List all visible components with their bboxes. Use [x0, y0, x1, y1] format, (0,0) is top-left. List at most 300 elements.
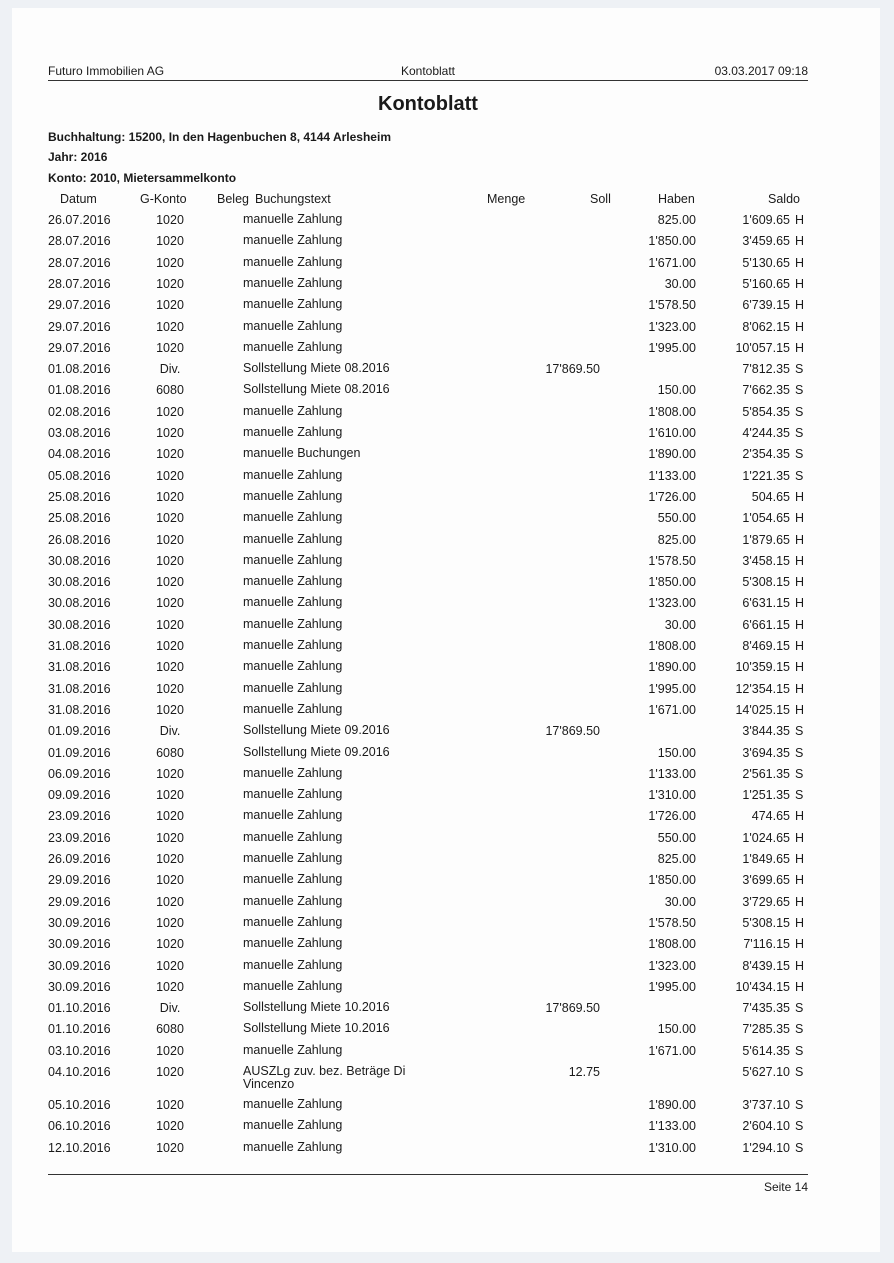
cell-buchungstext: manuelle Zahlung: [243, 574, 343, 589]
cell-soll-haben-flag: S: [795, 468, 804, 483]
cell-gkonto: 1020: [156, 681, 184, 696]
cell-saldo: 5'308.15: [742, 915, 790, 930]
cell-haben: 1'995.00: [648, 340, 696, 355]
cell-saldo: 6'739.15: [742, 298, 790, 313]
cell-saldo: 1'609.65: [742, 213, 790, 227]
cell-gkonto: 1020: [156, 702, 184, 717]
table-row: [0, 959, 894, 980]
table-row: [0, 873, 894, 894]
cell-gkonto: 6080: [156, 383, 184, 398]
cell-saldo: 474.65: [751, 809, 790, 824]
table-row: [0, 703, 894, 724]
cell-haben: 1'578.50: [648, 553, 696, 568]
cell-soll-haben-flag: H: [795, 873, 805, 888]
cell-buchungstext: manuelle Zahlung: [243, 233, 343, 248]
cell-buchungstext: manuelle Zahlung: [243, 616, 343, 631]
cell-gkonto: 1020: [156, 447, 184, 462]
table-row: [0, 213, 894, 234]
cell-soll-haben-flag: S: [795, 1119, 804, 1134]
cell-soll-haben-flag: S: [795, 766, 804, 781]
cell-datum: 05.08.2016: [48, 468, 111, 483]
page-title: Kontoblatt: [378, 93, 478, 115]
cell-soll-haben-flag: H: [795, 852, 805, 866]
cell-saldo: 5'614.35: [742, 1043, 790, 1058]
cell-gkonto: 1020: [156, 979, 184, 994]
cell-saldo: 3'694.35: [742, 745, 790, 760]
cell-datum: 09.09.2016: [48, 788, 111, 803]
table-row: [0, 916, 894, 937]
table-row: [0, 447, 894, 468]
cell-soll-haben-flag: S: [795, 1065, 804, 1079]
cell-gkonto: Div.: [159, 362, 181, 377]
table-row: [0, 490, 894, 511]
cell-soll: 17'869.50: [545, 1001, 600, 1016]
cell-datum: 03.08.2016: [48, 426, 111, 440]
cell-gkonto: 1020: [156, 255, 184, 270]
cell-datum: 30.09.2016: [48, 958, 111, 973]
cell-buchungstext: manuelle Zahlung: [243, 872, 343, 887]
table-row: [0, 724, 894, 745]
cell-soll-haben-flag: H: [795, 234, 805, 249]
cell-datum: 02.08.2016: [48, 404, 111, 419]
cell-gkonto: 1020: [156, 1043, 184, 1058]
cell-saldo: 7'662.35: [742, 383, 790, 398]
cell-soll-haben-flag: H: [795, 937, 805, 952]
cell-datum: 30.08.2016: [48, 596, 111, 611]
cell-soll-haben-flag: H: [795, 511, 805, 526]
cell-haben: 550.00: [657, 511, 696, 526]
cell-buchungstext: Sollstellung Miete 08.2016: [243, 361, 390, 376]
cell-gkonto: 1020: [156, 575, 184, 590]
cell-saldo: 2'561.35: [742, 766, 790, 781]
cell-datum: 28.07.2016: [48, 255, 111, 270]
cell-datum: 30.09.2016: [48, 937, 111, 952]
cell-soll-haben-flag: H: [795, 255, 805, 270]
table-row: [0, 1141, 894, 1162]
cell-soll-haben-flag: S: [795, 745, 804, 760]
cell-buchungstext: manuelle Zahlung: [243, 808, 343, 823]
cell-haben: 30.00: [664, 276, 696, 291]
cell-buchungstext: manuelle Zahlung: [243, 638, 343, 652]
table-row: [0, 533, 894, 554]
cell-saldo: 3'737.10: [742, 1098, 790, 1112]
cell-buchungstext: manuelle Zahlung: [243, 1139, 343, 1154]
cell-buchungstext: manuelle Zahlung: [243, 680, 343, 695]
cell-datum: 31.08.2016: [48, 639, 111, 653]
cell-gkonto: 1020: [156, 596, 184, 611]
cell-buchungstext: manuelle Zahlung: [243, 1042, 343, 1057]
cell-haben: 1'850.00: [648, 873, 696, 888]
table-row: [0, 660, 894, 681]
cell-soll-haben-flag: H: [795, 958, 805, 973]
cell-gkonto: 1020: [156, 511, 184, 526]
cell-saldo: 1'251.35: [742, 788, 790, 803]
cell-haben: 1'323.00: [648, 596, 696, 611]
cell-gkonto: 1020: [156, 468, 184, 483]
cell-buchungstext: Sollstellung Miete 08.2016: [243, 382, 390, 397]
cell-datum: 01.10.2016: [48, 1001, 111, 1016]
table-row: [0, 256, 894, 277]
table-row: [0, 277, 894, 298]
cell-saldo: 8'062.15: [742, 319, 790, 334]
table-row: [0, 852, 894, 873]
cell-gkonto: 1020: [156, 894, 184, 909]
cell-soll-haben-flag: H: [795, 319, 805, 334]
cell-datum: 30.08.2016: [48, 553, 111, 568]
table-row: [0, 469, 894, 490]
cell-buchungstext: manuelle Zahlung: [243, 1118, 343, 1133]
cell-soll-haben-flag: H: [795, 298, 805, 313]
cell-haben: 1'890.00: [648, 1098, 696, 1112]
cell-gkonto: 1020: [156, 213, 184, 227]
cell-haben: 1'578.50: [648, 915, 696, 930]
cell-buchungstext: Sollstellung Miete 10.2016: [243, 1000, 390, 1015]
cell-saldo: 504.65: [751, 489, 790, 504]
cell-gkonto: 1020: [156, 958, 184, 973]
cell-haben: 1'133.00: [648, 766, 696, 781]
cell-gkonto: 1020: [156, 489, 184, 504]
cell-soll-haben-flag: S: [795, 1001, 804, 1016]
cell-buchungstext: manuelle Zahlung: [243, 829, 343, 844]
cell-saldo: 7'285.35: [742, 1022, 790, 1037]
cell-buchungstext: manuelle Zahlung: [243, 1097, 343, 1111]
cell-haben: 1'610.00: [648, 426, 696, 440]
cell-haben: 1'323.00: [648, 319, 696, 334]
cell-datum: 01.10.2016: [48, 1022, 111, 1037]
table-row: [0, 767, 894, 788]
cell-buchungstext: manuelle Zahlung: [243, 425, 343, 439]
cell-haben: 1'671.00: [648, 1043, 696, 1058]
cell-buchungstext: manuelle Zahlung: [243, 275, 343, 290]
cell-soll-haben-flag: S: [795, 1043, 804, 1058]
cell-haben: 1'578.50: [648, 298, 696, 313]
cell-buchungstext: manuelle Zahlung: [243, 787, 343, 802]
cell-saldo: 8'469.15: [742, 639, 790, 653]
cell-saldo: 1'024.65: [742, 830, 790, 845]
cell-datum: 31.08.2016: [48, 702, 111, 717]
cell-gkonto: 1020: [156, 788, 184, 803]
cell-soll-haben-flag: H: [795, 213, 805, 227]
cell-buchungstext: manuelle Zahlung: [243, 957, 343, 972]
cell-saldo: 10'057.15: [735, 340, 790, 355]
table-row: [0, 937, 894, 958]
cell-datum: 30.08.2016: [48, 575, 111, 590]
cell-haben: 1'995.00: [648, 681, 696, 696]
cell-haben: 1'808.00: [648, 404, 696, 419]
table-row: [0, 809, 894, 830]
cell-buchungstext: manuelle Zahlung: [243, 318, 343, 333]
cell-gkonto: 1020: [156, 830, 184, 845]
cell-gkonto: 1020: [156, 1140, 184, 1155]
cell-saldo: 3'844.35: [742, 724, 790, 739]
cell-saldo: 5'854.35: [742, 404, 790, 419]
cell-saldo: 2'604.10: [742, 1119, 790, 1134]
column-header-soll: Soll: [590, 192, 611, 206]
footer-divider: [48, 1174, 808, 1175]
cell-buchungstext: manuelle Zahlung: [243, 254, 343, 269]
cell-haben: 150.00: [657, 1022, 696, 1037]
cell-gkonto: 1020: [156, 809, 184, 824]
cell-soll-haben-flag: H: [795, 660, 805, 675]
cell-haben: 30.00: [664, 894, 696, 909]
cell-soll-haben-flag: S: [795, 1140, 804, 1155]
cell-datum: 26.07.2016: [48, 213, 111, 227]
cell-datum: 23.09.2016: [48, 809, 111, 824]
cell-buchungstext: manuelle Zahlung: [243, 765, 343, 780]
cell-saldo: 3'699.65: [742, 873, 790, 888]
cell-gkonto: 1020: [156, 1098, 184, 1112]
table-row: [0, 298, 894, 319]
cell-buchungstext: manuelle Zahlung: [243, 467, 343, 482]
table-row: [0, 1119, 894, 1140]
cell-buchungstext: Sollstellung Miete 10.2016: [243, 1021, 390, 1036]
table-row: [0, 596, 894, 617]
cell-saldo: 3'729.65: [742, 894, 790, 909]
column-header-gkonto: G-Konto: [140, 192, 187, 206]
cell-datum: 01.08.2016: [48, 362, 111, 377]
cell-haben: 1'133.00: [648, 1119, 696, 1134]
cell-gkonto: 1020: [156, 319, 184, 334]
table-row: [0, 362, 894, 383]
cell-haben: 1'808.00: [648, 937, 696, 952]
cell-saldo: 5'130.65: [742, 255, 790, 270]
cell-datum: 01.08.2016: [48, 383, 111, 398]
column-header-haben: Haben: [658, 192, 695, 206]
cell-saldo: 4'244.35: [742, 426, 790, 440]
cell-datum: 26.08.2016: [48, 532, 111, 547]
cell-buchungstext: manuelle Buchungen: [243, 446, 361, 461]
table-row: [0, 618, 894, 639]
cell-saldo: 2'354.35: [742, 447, 790, 462]
cell-saldo: 7'435.35: [742, 1001, 790, 1016]
cell-haben: 30.00: [664, 617, 696, 632]
cell-soll-haben-flag: H: [795, 639, 805, 653]
table-row: [0, 1022, 894, 1043]
cell-datum: 31.08.2016: [48, 681, 111, 696]
cell-saldo: 10'434.15: [735, 979, 790, 994]
cell-gkonto: 1020: [156, 937, 184, 952]
cell-gkonto: 1020: [156, 340, 184, 355]
cell-saldo: 5'160.65: [742, 276, 790, 291]
cell-datum: 25.08.2016: [48, 511, 111, 526]
cell-haben: 1'671.00: [648, 255, 696, 270]
cell-saldo: 14'025.15: [735, 702, 790, 717]
cell-gkonto: 1020: [156, 617, 184, 632]
cell-saldo: 1'221.35: [742, 468, 790, 483]
cell-soll-haben-flag: H: [795, 340, 805, 355]
cell-gkonto: Div.: [159, 724, 181, 739]
cell-buchungstext: manuelle Zahlung: [243, 936, 343, 951]
table-row: [0, 639, 894, 660]
cell-saldo: 1'879.65: [742, 532, 790, 547]
cell-buchungstext: manuelle Zahlung: [243, 659, 343, 674]
cell-saldo: 1'054.65: [742, 511, 790, 526]
cell-gkonto: 1020: [156, 1119, 184, 1134]
header-center-label: Kontoblatt: [400, 64, 456, 78]
cell-haben: 1'726.00: [648, 489, 696, 504]
cell-datum: 01.09.2016: [48, 724, 111, 739]
cell-datum: 30.09.2016: [48, 979, 111, 994]
cell-datum: 06.09.2016: [48, 766, 111, 781]
cell-buchungstext: manuelle Zahlung: [243, 914, 343, 929]
cell-gkonto: 1020: [156, 660, 184, 675]
column-header-saldo: Saldo: [768, 192, 800, 206]
cell-haben: 1'310.00: [648, 1140, 696, 1155]
cell-haben: 1'726.00: [648, 809, 696, 824]
cell-datum: 25.08.2016: [48, 489, 111, 504]
company-name: Futuro Immobilien AG: [48, 64, 165, 78]
cell-saldo: 5'627.10: [742, 1065, 790, 1079]
table-row: [0, 1098, 894, 1119]
cell-soll-haben-flag: H: [795, 575, 805, 590]
cell-haben: 1'890.00: [648, 447, 696, 462]
cell-gkonto: 1020: [156, 553, 184, 568]
cell-soll-haben-flag: H: [795, 489, 805, 504]
cell-datum: 29.09.2016: [48, 894, 111, 909]
table-row: [0, 980, 894, 1001]
cell-gkonto: Div.: [159, 1001, 181, 1016]
cell-haben: 150.00: [657, 745, 696, 760]
cell-datum: 04.10.2016: [48, 1065, 111, 1079]
cell-soll-haben-flag: S: [795, 724, 804, 739]
cell-datum: 23.09.2016: [48, 830, 111, 845]
cell-haben: 1'133.00: [648, 468, 696, 483]
cell-soll-haben-flag: S: [795, 426, 804, 440]
table-row: [0, 426, 894, 447]
cell-gkonto: 1020: [156, 1065, 184, 1079]
cell-soll-haben-flag: S: [795, 447, 804, 462]
cell-datum: 30.08.2016: [48, 617, 111, 632]
cell-gkonto: 6080: [156, 1022, 184, 1037]
cell-gkonto: 1020: [156, 852, 184, 866]
cell-saldo: 5'308.15: [742, 575, 790, 590]
cell-haben: 1'323.00: [648, 958, 696, 973]
cell-gkonto: 1020: [156, 426, 184, 440]
table-row: [0, 320, 894, 341]
cell-saldo: 1'849.65: [742, 852, 790, 866]
cell-soll-haben-flag: H: [795, 553, 805, 568]
cell-datum: 31.08.2016: [48, 660, 111, 675]
cell-buchungstext: manuelle Zahlung: [243, 701, 343, 716]
cell-soll-haben-flag: S: [795, 383, 804, 398]
column-header-menge: Menge: [487, 192, 526, 206]
cell-buchungstext: manuelle Zahlung: [243, 978, 343, 993]
cell-buchungstext: manuelle Zahlung: [243, 212, 343, 226]
cell-soll-haben-flag: H: [795, 617, 805, 632]
cell-buchungstext: manuelle Zahlung: [243, 552, 343, 567]
table-row: [0, 575, 894, 596]
meta-buchhaltung: Buchhaltung: 15200, In den Hagenbuchen 8, 4144 Arlesheim: [48, 130, 391, 144]
cell-datum: 01.09.2016: [48, 745, 111, 760]
cell-gkonto: 1020: [156, 766, 184, 781]
cell-saldo: 12'354.15: [735, 681, 790, 696]
cell-datum: 28.07.2016: [48, 276, 111, 291]
meta-jahr: Jahr: 2016: [48, 150, 108, 164]
cell-buchungstext: Sollstellung Miete 09.2016: [243, 744, 390, 759]
cell-datum: 12.10.2016: [48, 1140, 111, 1155]
table-row: [0, 405, 894, 426]
cell-gkonto: 1020: [156, 234, 184, 249]
cell-haben: 1'310.00: [648, 788, 696, 803]
cell-datum: 03.10.2016: [48, 1043, 111, 1058]
cell-saldo: 6'661.15: [742, 617, 790, 632]
table-row: [0, 788, 894, 809]
cell-haben: 1'890.00: [648, 660, 696, 675]
cell-buchungstext: manuelle Zahlung: [243, 851, 343, 865]
page-number: Seite 14: [763, 1180, 808, 1194]
cell-haben: 1'671.00: [648, 702, 696, 717]
cell-haben: 825.00: [657, 852, 696, 866]
cell-buchungstext: manuelle Zahlung: [243, 297, 343, 312]
cell-saldo: 8'439.15: [742, 958, 790, 973]
table-row: [0, 831, 894, 852]
cell-soll-haben-flag: H: [795, 681, 805, 696]
cell-gkonto: 1020: [156, 873, 184, 888]
cell-saldo: 1'294.10: [742, 1140, 790, 1155]
meta-konto: Konto: 2010, Mietersammelkonto: [48, 171, 237, 185]
cell-soll: 12.75: [568, 1065, 600, 1079]
print-datetime: 03.03.2017 09:18: [714, 64, 808, 78]
cell-datum: 04.08.2016: [48, 447, 111, 462]
cell-buchungstext: AUSZLg zuv. bez. Beträge Di Vincenzo: [243, 1064, 406, 1091]
cell-datum: 06.10.2016: [48, 1119, 111, 1134]
cell-datum: 29.07.2016: [48, 319, 111, 334]
table-row: [0, 1044, 894, 1065]
table-row: [0, 234, 894, 255]
cell-datum: 29.07.2016: [48, 298, 111, 313]
cell-saldo: 7'116.15: [743, 937, 790, 952]
cell-gkonto: 1020: [156, 298, 184, 313]
cell-soll-haben-flag: S: [795, 1098, 804, 1112]
cell-gkonto: 1020: [156, 404, 184, 419]
page-header: [48, 60, 808, 80]
cell-datum: 05.10.2016: [48, 1098, 111, 1112]
cell-datum: 30.09.2016: [48, 915, 111, 930]
cell-buchungstext: manuelle Zahlung: [243, 488, 343, 503]
table-row: [0, 554, 894, 575]
cell-soll-haben-flag: H: [795, 532, 805, 547]
cell-datum: 29.09.2016: [48, 873, 111, 888]
cell-soll: 17'869.50: [545, 362, 600, 377]
cell-saldo: 3'459.65: [742, 234, 790, 249]
cell-haben: 1'808.00: [648, 639, 696, 653]
table-row: [0, 341, 894, 362]
cell-gkonto: 1020: [156, 639, 184, 653]
cell-haben: 1'850.00: [648, 234, 696, 249]
cell-haben: 1'995.00: [648, 979, 696, 994]
cell-buchungstext: manuelle Zahlung: [243, 531, 343, 546]
cell-gkonto: 1020: [156, 532, 184, 547]
cell-soll-haben-flag: S: [795, 362, 804, 377]
cell-saldo: 7'812.35: [742, 362, 790, 377]
cell-haben: 150.00: [657, 383, 696, 398]
cell-soll-haben-flag: H: [795, 894, 805, 909]
table-row: [0, 1001, 894, 1022]
header-divider: [48, 80, 808, 81]
table-row: [0, 682, 894, 703]
cell-datum: 26.09.2016: [48, 852, 111, 866]
column-header-datum: Datum: [60, 192, 97, 206]
cell-haben: 550.00: [657, 830, 696, 845]
cell-buchungstext: Sollstellung Miete 09.2016: [243, 723, 390, 738]
cell-gkonto: 1020: [156, 915, 184, 930]
table-row: [0, 383, 894, 404]
cell-buchungstext: manuelle Zahlung: [243, 595, 343, 610]
cell-saldo: 3'458.15: [742, 553, 790, 568]
cell-buchungstext: manuelle Zahlung: [243, 339, 343, 354]
cell-datum: 28.07.2016: [48, 234, 111, 249]
cell-gkonto: 1020: [156, 276, 184, 291]
